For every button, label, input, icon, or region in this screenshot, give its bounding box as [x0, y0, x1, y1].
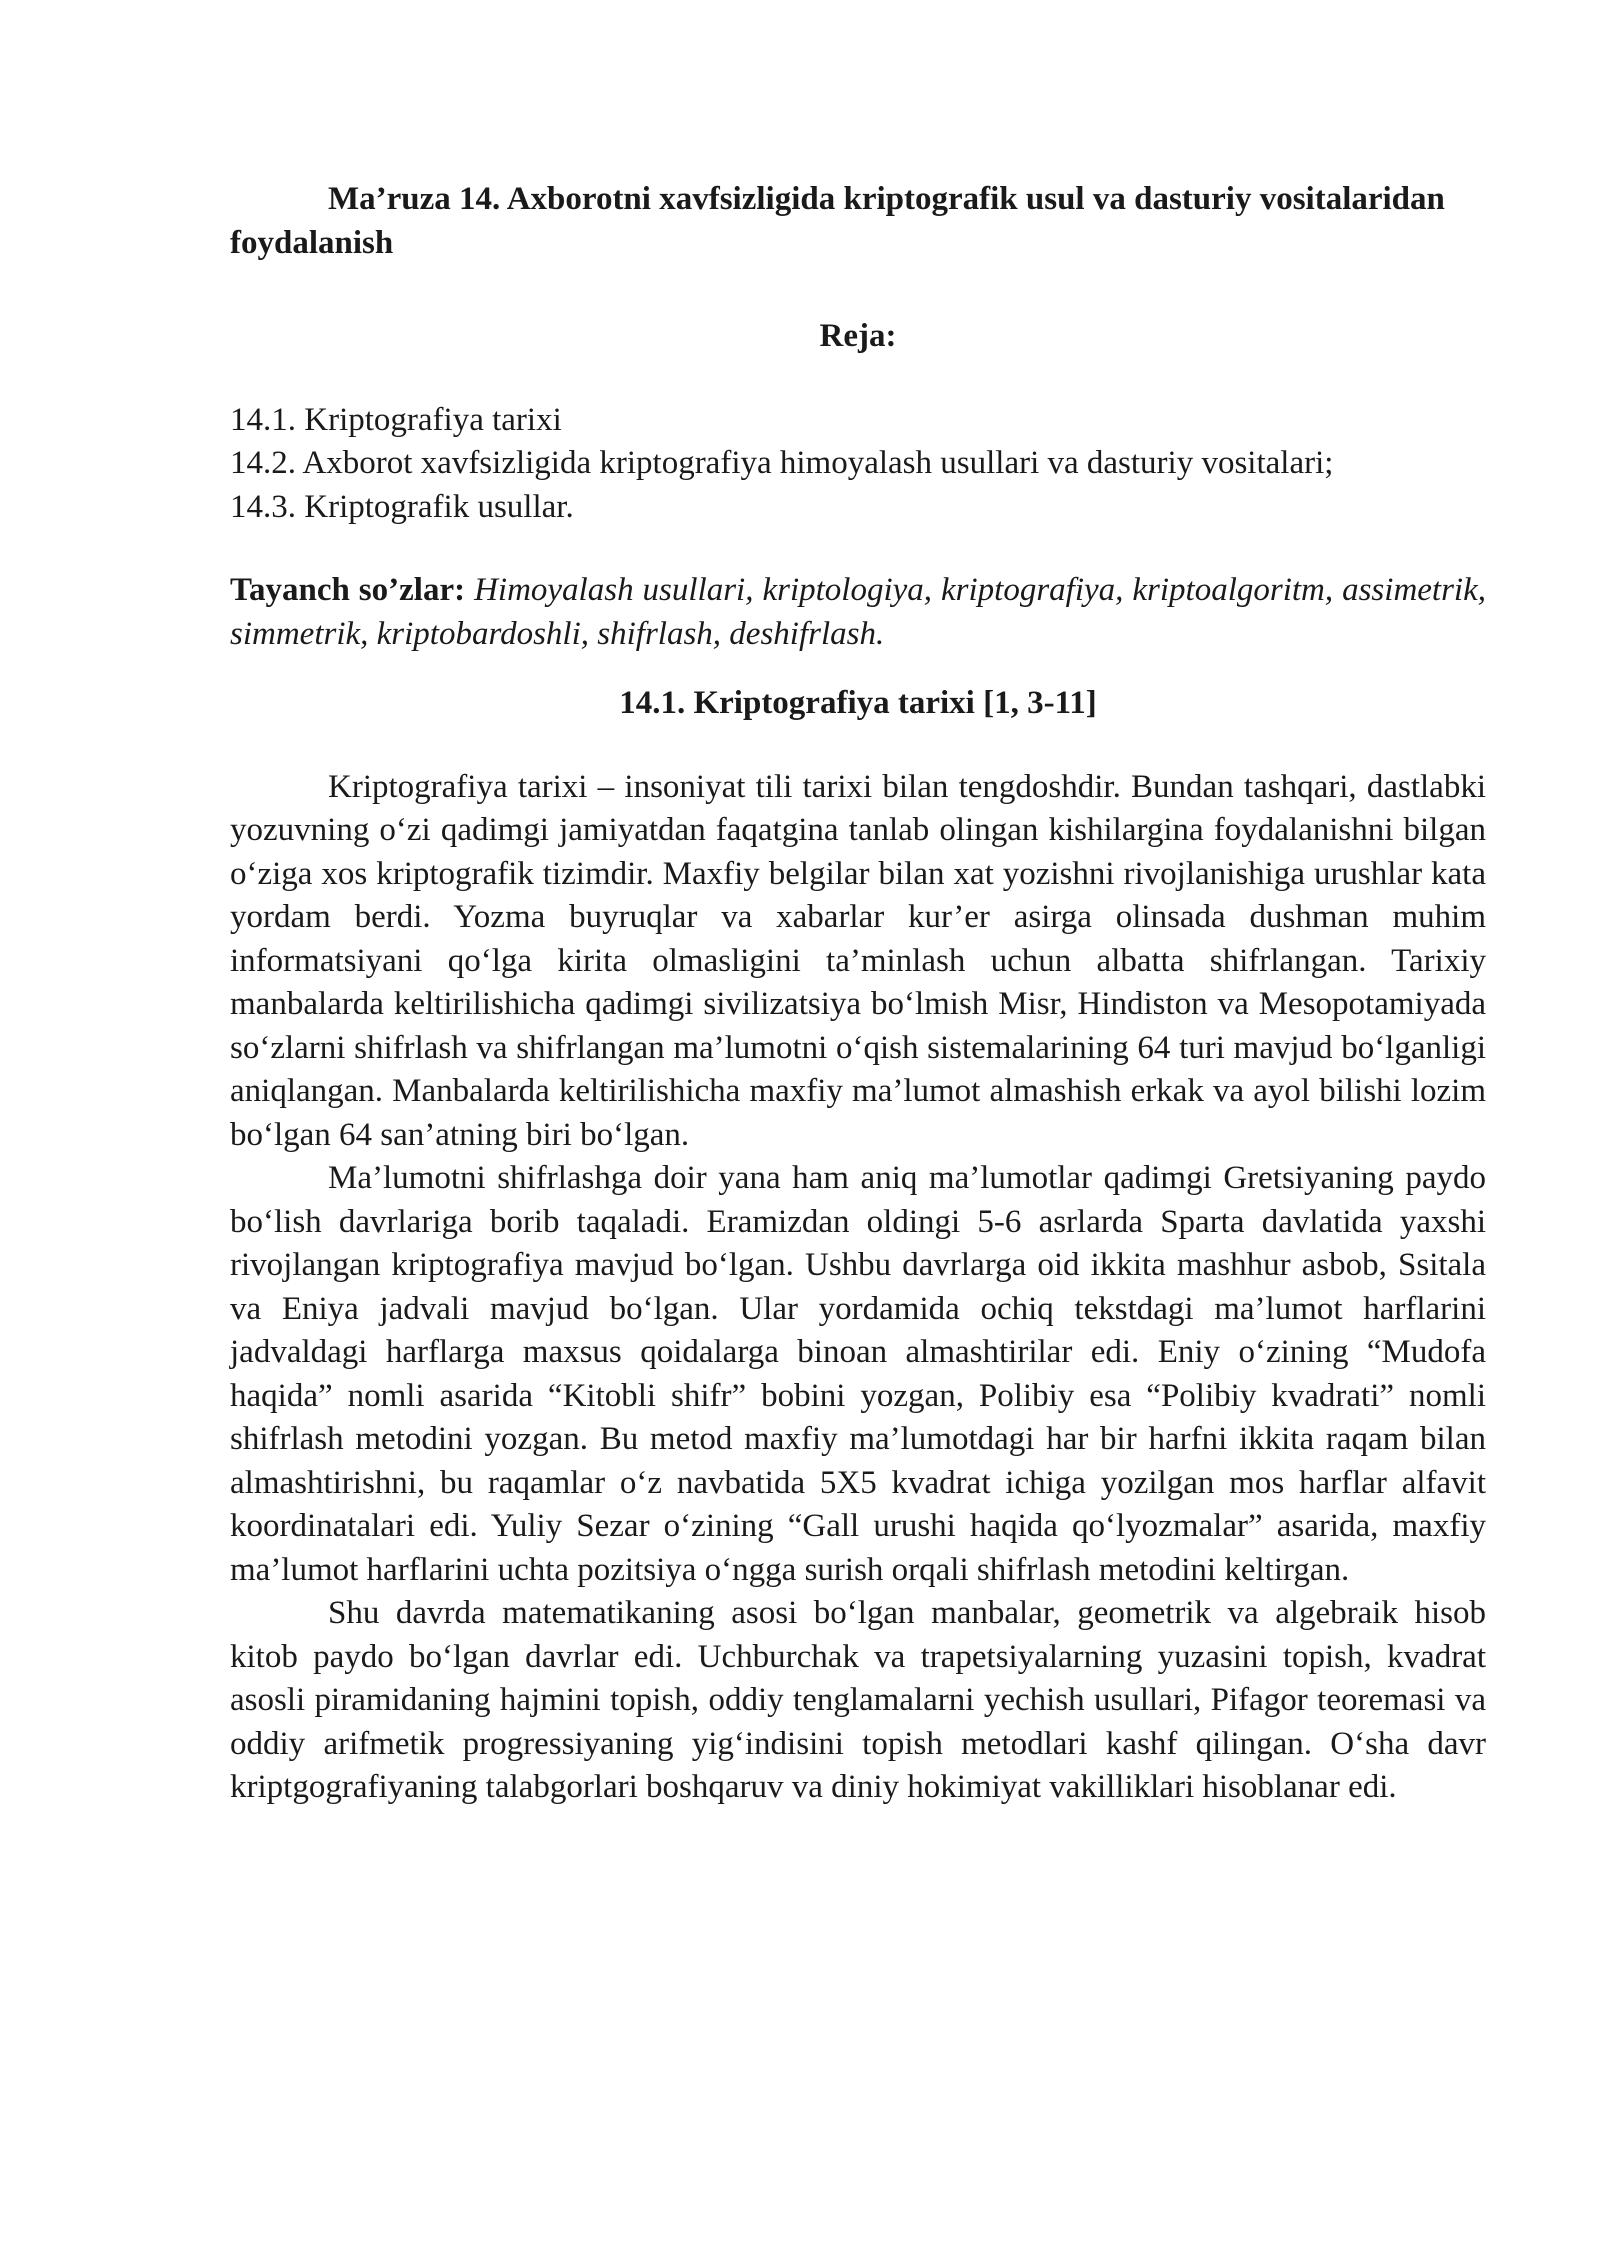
- plan-item-2: 14.2. Axborot xavfsizligida kriptografiya himoyalash usullari va dasturiy vositalari;: [230, 445, 1334, 481]
- keywords-paragraph: [230, 569, 1486, 656]
- plan-item-3: 14.3. Kriptografik usullar.: [230, 488, 574, 525]
- section-heading: 14.1. Kriptografiya tarixi [1, 3-11]: [619, 685, 1097, 721]
- plan-item-1: 14.1. Kriptografiya tarixi: [230, 401, 562, 438]
- body-paragraph-1: Kriptografiya tarixi – insoniyat tili tarixi bilan tengdoshdir. Bundan tashqari, dastlabki yozuvning o‘zi qadimgi jamiyatdan faqatgina tanlab olingan kishilargina foydalanishni bilgan o‘ziga xos kriptografik tizimdir. Maxfiy belgilar bilan xat yozishni rivojlanishiga urushlar kata yordam berdi. Yozma buyruqlar va xabarlar kur’er asirga olinsada dushman muhim informatsiyani qo‘lga kirita olmasligini ta’minlash uchun albatta shifrlangan. Tarixiy manbalarda keltirilishicha qadimgi sivilizatsiya bo‘lmish Misr, Hindiston va Mesopotamiyada so‘zlarni shifrlash va shifrlangan ma’lumotni o‘qish sistemalarining 64 turi mavjud bo‘lganligi aniqlangan. Manbalarda keltirilishicha maxfiy ma’lumot almashish erkak va ayol bilishi lozim bo‘lgan 64 san’atning biri bo‘lgan.: [230, 768, 1486, 1153]
- body-paragraph-2: Ma’lumotni shifrlashga doir yana ham aniq ma’lumotlar qadimgi Gretsiyaning paydo bo‘lish davrlariga borib taqaladi. Eramizdan oldingi 5-6 asrlarda Sparta davlatida yaxshi rivojlangan kriptografiya mavjud bo‘lgan. Ushbu davrlarga oid ikkita mashhur asbob, Ssitala va Eniya jadvali mavjud bo‘lgan. Ular yordamida ochiq tekstdagi ma’lumot harflarini jadvaldagi harflarga maxsus qoidalarga binoan almashtirilar edi. Eniy o‘zining “Mudofa haqida” nomli asarida “Kitobli shifr” bobini yozgan, Polibiy esa “Polibiy kvadrati” nomli shifrlash metodini yozgan. Bu metod maxfiy ma’lumotdagi har bir harfni ikkita raqam bilan almashtirishni, bu raqamlar o‘z navbatida 5X5 kvadrat ichiga yozilgan mos harflar alfavit koordinatalari edi. Yuliy Sezar o‘zining “Gall urushi haqida qo‘lyozmalar” asarida, maxfiy ma’lumot harflarini uchta pozitsiya o‘ngga surish orqali shifrlash metodini keltirgan.: [230, 1160, 1486, 1588]
- plan-list: [230, 399, 1486, 530]
- document-page: [230, 178, 1486, 1810]
- section-body: [230, 766, 1486, 1810]
- body-paragraph-3: Shu davrda matematikaning asosi bo‘lgan manbalar, geometrik va algebraik hisob kitob paydo bo‘lgan davrlar edi. Uchburchak va trapetsiyalarning yuzasini topish, kvadrat asosli piramidaning hajmini topish, oddiy tenglamalarni yechish usullari, Pifagor teoremasi va oddiy arifmetik progressiyaning yig‘indisini topish metodlari kashf qilingan. O‘sha davr kriptgografiyaning talabgorlari boshqaruv va diniy hokimiyat vakilliklari hisoblanar edi.: [230, 1595, 1486, 1805]
- plan-heading: Reja:: [819, 318, 897, 354]
- lecture-title: Ma’ruza 14. Axborotni xavfsizligida kriptografik usul va dasturiy vositalaridan foydalanish: [230, 181, 1445, 261]
- keywords-label: Tayanch so’zlar:: [230, 572, 466, 608]
- keywords-text: Himoyalash usullari, kriptologiya, kriptografiya, kriptoalgoritm, assimetrik, simmetrik, kriptobardoshli, shifrlash, deshifrlash.: [230, 572, 1486, 652]
